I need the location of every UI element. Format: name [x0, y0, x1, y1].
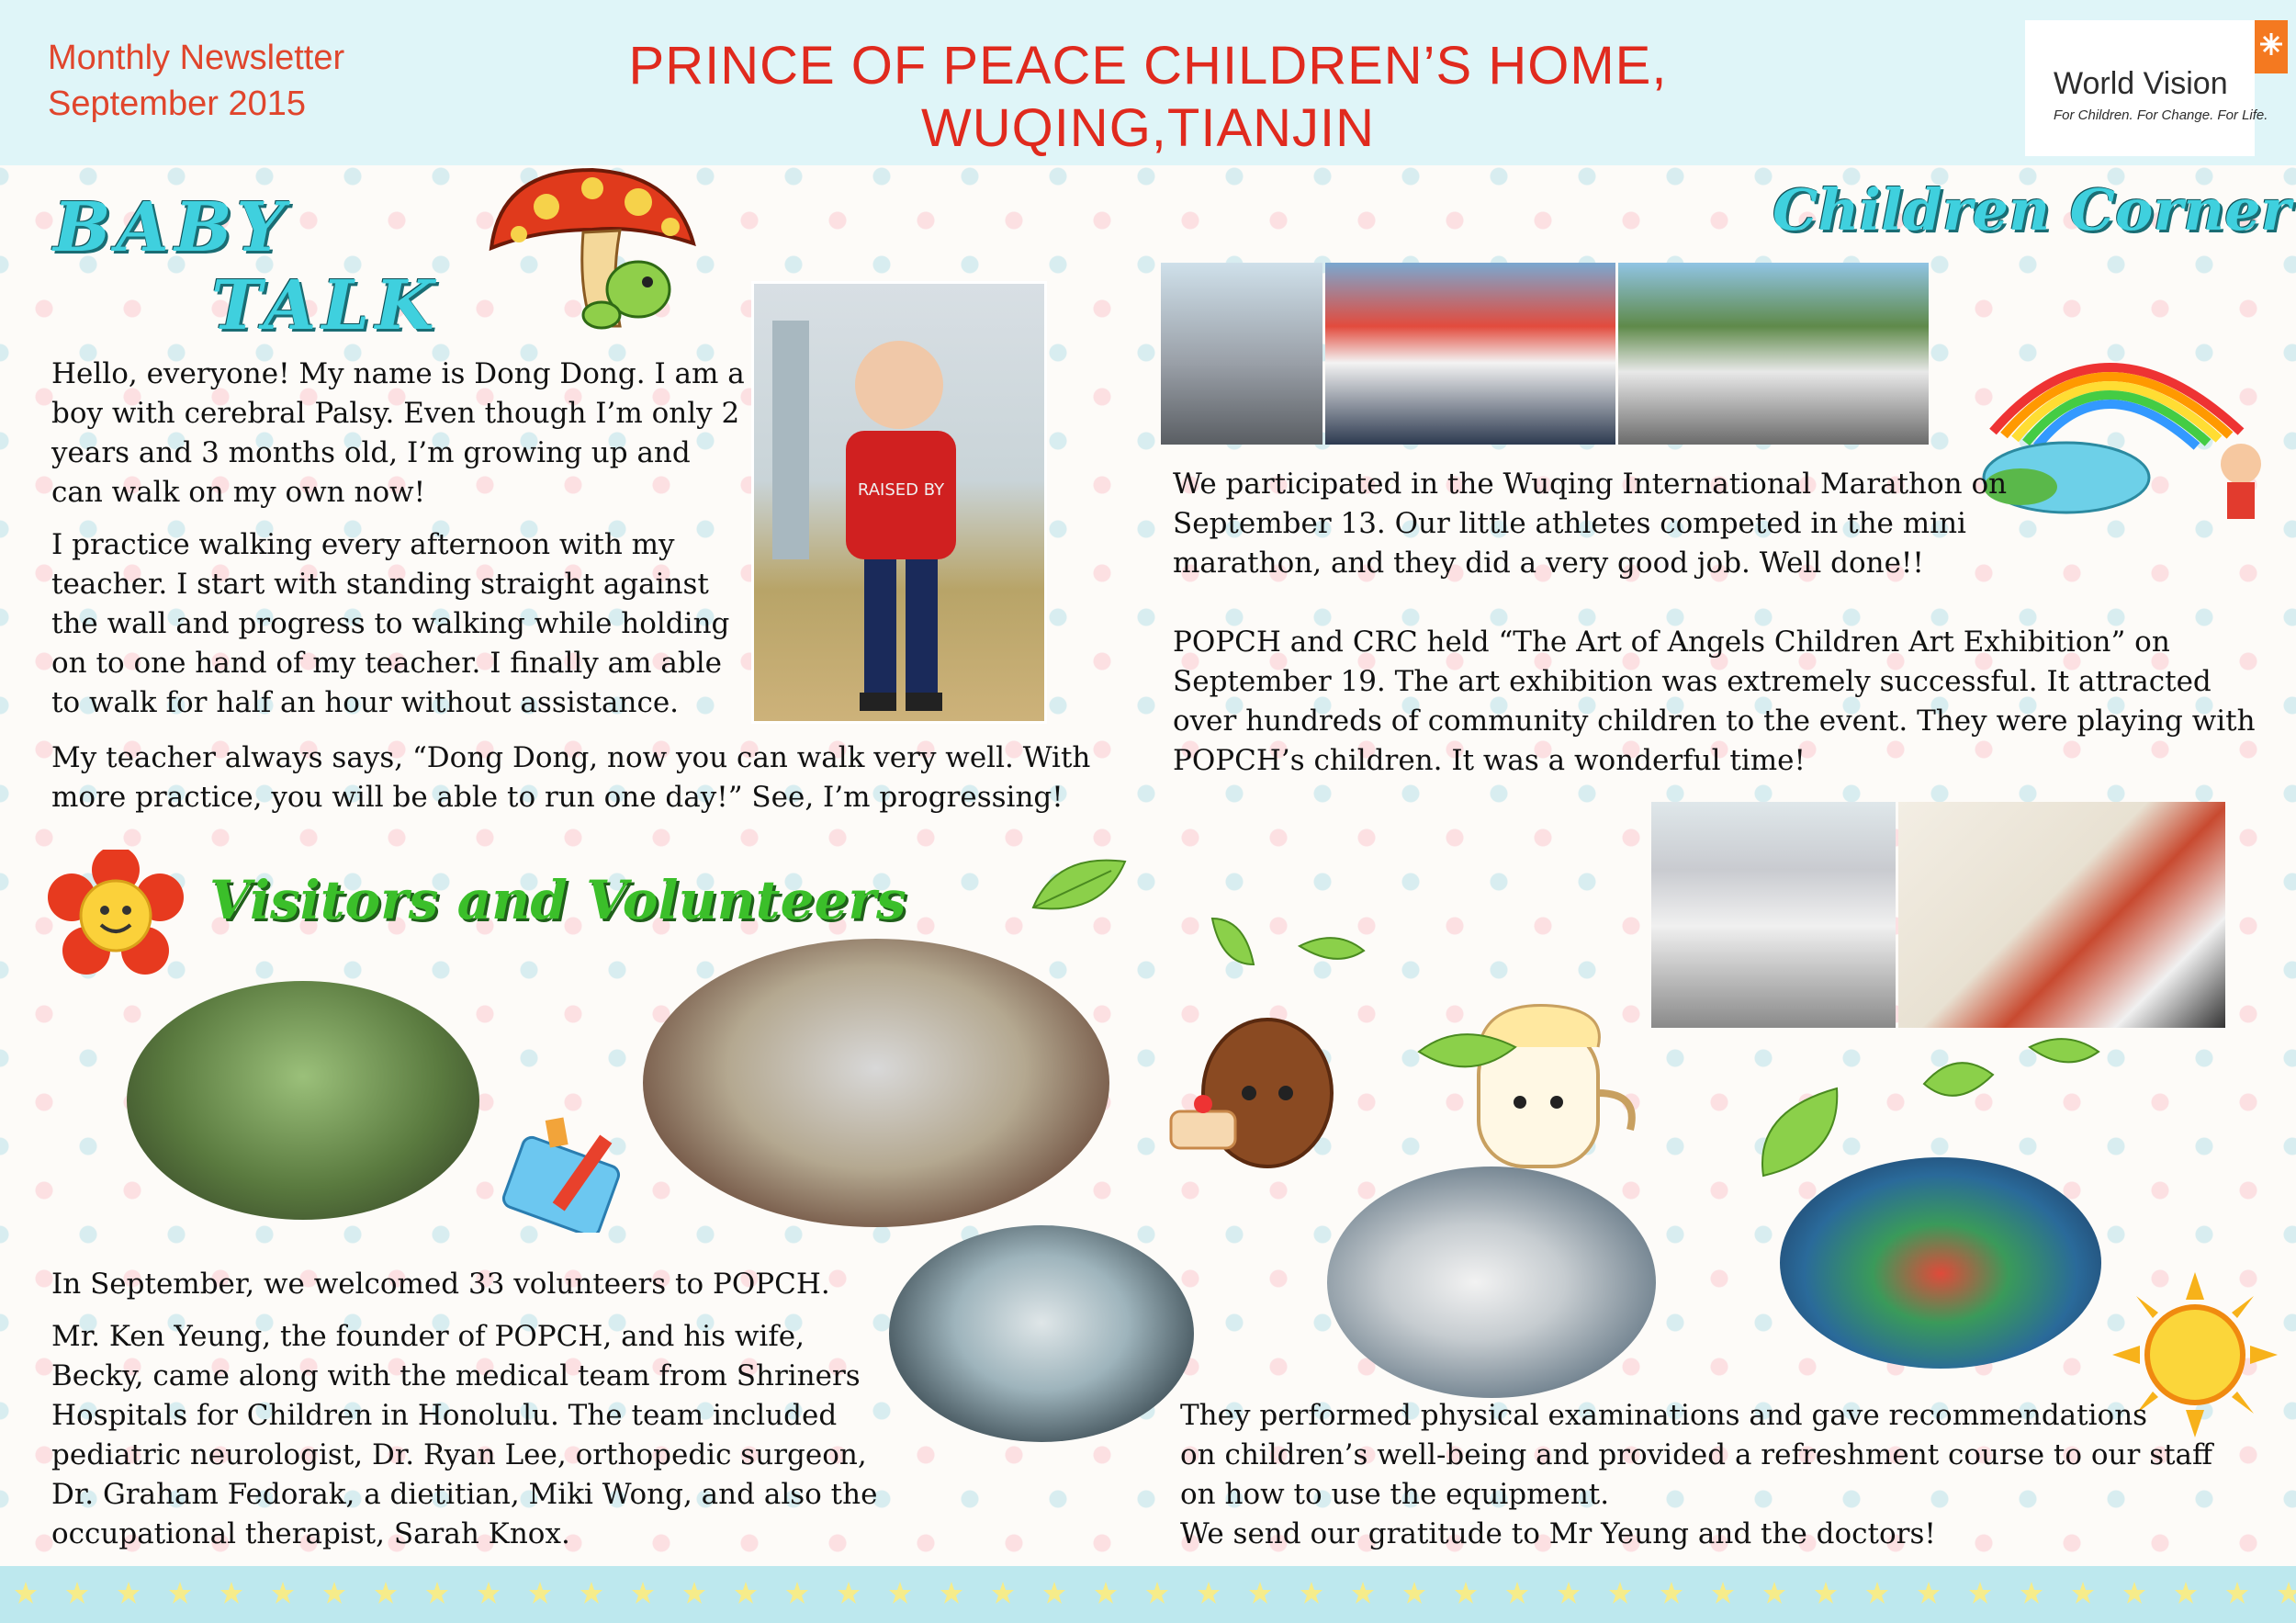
page-title-line2: WUQING,TIANJIN — [920, 98, 1376, 158]
page-title — [478, 35, 1818, 160]
visitors-paragraph-1: In September, we welcomed 33 volunteers to POPCH. — [51, 1268, 830, 1301]
visitors-text — [51, 1265, 878, 1554]
marathon-photo-2 — [1325, 263, 1615, 445]
world-vision-star-icon — [2255, 20, 2288, 73]
children-corner-paragraph-1: We participated in the Wuqing International Marathon on September 13. Our little athletes competed in the mini marathon, and they did a very good job. Well done!! — [1173, 468, 2008, 580]
newsletter-label — [48, 35, 344, 127]
therapy-room-photo — [1780, 1157, 2101, 1369]
visitors-right-line-3: on how to use the equipment. — [1180, 1478, 1610, 1511]
children-corner-text-1 — [1173, 465, 2027, 583]
volunteer-photo-family — [127, 981, 479, 1220]
visitors-title: Visitors and Volunteers — [209, 869, 906, 931]
leaves-icon — [1208, 909, 1373, 983]
art-exhibition-photo-1 — [1651, 802, 1896, 1028]
cartoon-characters-icon — [1166, 992, 1644, 1176]
leaf-icon-small — [1414, 1020, 1525, 1084]
children-corner-text-2 — [1173, 623, 2257, 781]
medical-exam-photo — [889, 1225, 1194, 1442]
baby-talk-paragraph-1: Hello, everyone! My name is Dong Dong. I am a boy with cerebral Palsy. Even though I’m only 2 years and 3 months old, I’m growing up and can walk on my own now! — [51, 357, 745, 509]
baby-talk-title-line2: TALK — [211, 266, 440, 345]
children-corner-paragraph-2: POPCH and CRC held “The Art of Angels Children Art Exhibition” on September 19. The art exhibition was extremely successful. It attracted over hundreds of community children to the event. They were playing with POPCH’s children. It was a wonderful time! — [1173, 626, 2256, 777]
leaf-icon — [1029, 852, 1130, 919]
mushroom-caterpillar-icon — [482, 161, 703, 335]
children-corner-title: Children Corner — [1773, 176, 2291, 243]
page-title-line1: PRINCE OF PEACE CHILDREN’S HOME, — [628, 36, 1668, 96]
visitors-right-line-1: They performed physical examinations and gave recommendations — [1180, 1399, 2148, 1432]
smiling-flower-icon — [48, 850, 184, 978]
world-vision-logo-name: World Vision — [2054, 66, 2228, 101]
baby-talk-title-line1: BABY — [53, 188, 291, 267]
doctor-xray-photo — [1327, 1167, 1656, 1398]
footer-stars-icon — [0, 1572, 2296, 1615]
baby-talk-text — [51, 355, 749, 736]
visitors-right-text — [1180, 1396, 2282, 1554]
visitors-right-line-2: on children’s well-being and provided a refreshment course to our staff — [1180, 1438, 2213, 1471]
photo-shirt-text: RAISED BY — [857, 480, 945, 500]
baby-talk-paragraph-3: My teacher always says, “Dong Dong, now you can walk very well. With more practice, you will be able to run one day!” See, I’m progressing! — [51, 741, 1091, 814]
leaves-icon-right — [1919, 1029, 2103, 1121]
baby-talk-text-bottom — [51, 738, 1154, 830]
art-exhibition-photo-2 — [1898, 802, 2225, 1028]
baby-talk-paragraph-2: I practice walking every afternoon with my teacher. I start with standing straight against the wall and progress to walking while holding on to one hand of my teacher. I finally am able to walk for half an hour without assistance. — [51, 528, 730, 719]
visitors-right-line-4: We send our gratitude to Mr Yeung and the doctors! — [1180, 1517, 1936, 1550]
visitors-paragraph-2: Mr. Ken Yeung, the founder of POPCH, and his wife, Becky, came along with the medical team from Shriners Hospitals for Children in Honolulu. The team included pediatric neurologist, Dr. Ryan Lee, orthopedic surgeon, Dr. Graham Fedorak, a dietitian, Miki Wong, and also the occupational therapist, Sarah Knox. — [51, 1320, 878, 1550]
notepad-pencil-icon — [501, 1113, 639, 1233]
leaf-icon-falling — [1754, 1084, 1846, 1185]
world-vision-logo-tagline: For Children. For Change. For Life. — [2054, 107, 2268, 123]
dong-dong-photo — [751, 281, 1047, 724]
volunteer-photo-group — [643, 939, 1109, 1227]
newsletter-label-text: Monthly Newsletter — [48, 39, 345, 77]
marathon-photo-1 — [1161, 263, 1322, 445]
newsletter-date: September 2015 — [48, 85, 306, 123]
marathon-photo-3 — [1618, 263, 1929, 445]
